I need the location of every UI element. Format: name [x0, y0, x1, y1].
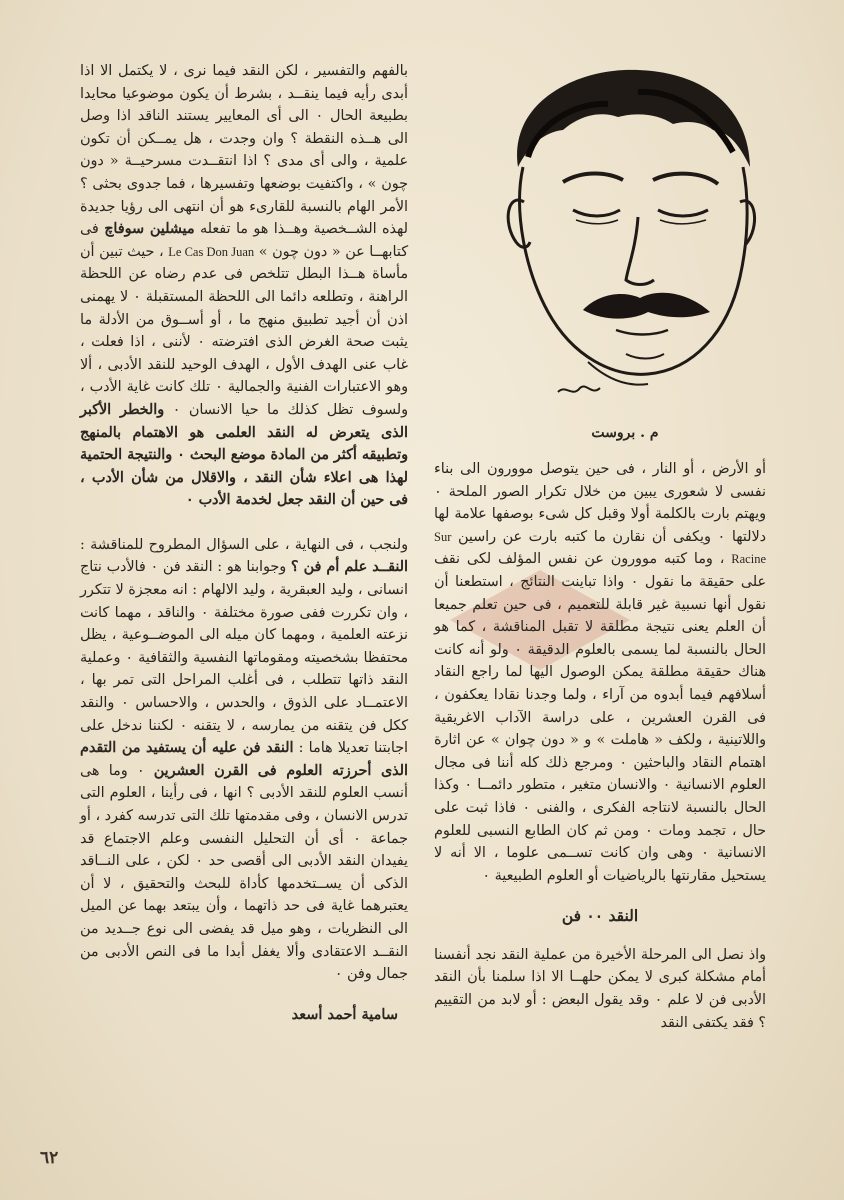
proust-portrait-drawing [488, 62, 768, 402]
right-paragraph-2 [434, 944, 766, 1034]
latin-title: Sur Racine [434, 529, 766, 567]
text-run: ولنجب ، فى النهاية ، على السؤال المطروح للمناقشة : [80, 536, 408, 553]
left-text-column [80, 60, 408, 1026]
bold-text-run: ميشلين سوفاچ [104, 221, 195, 238]
text-run: ، وما كتبه موورون عن نفس المؤلف لكى نقف على حقيقة ما نقول ٠ واذا تباينت النتائج ، استطعنا أن نقول أنها نسبية غير قابلة للتعميم ، فى حين تعلم جميعا أن العلم يعنى نتيجة مطلقة لا تقبل المناقشة ، كما هو الحال بالنسبة لما يسمى بالعلوم الدقيقة ٠ ولو أنه كانت هناك حقيقة مطلقة يمكن الوصول اليها لما راجع النقاد أسلافهم فيما أبدوه من آراء ، ولما وجدنا نقادا يعكفون ، فى القرن العشرين ، على دراسة الآداب الاغريقية واللاتينية ، ولكف « هاملت » و « دون چوان » عن اثارة اهتمام النقاد والباحثين ٠ ومرجع ذلك كله أننا فى مجال العلوم الانسانية ٠ والانسان متغير ، متطور دائمــا ٠ وكذا الحال بالنسبة لانتاجه الفكرى ، والفنى ٠ فاذا ثبت على حال ، تجمد ومات ٠ ومن ثم كان الطابع النسبى للعلوم الانسانية ٠ وهى وان كانت تســمى علوما ، الا أنه لا يستحيل مقارنتها بالرياضيات أو العلوم الطبيعية ٠ [434, 551, 767, 884]
figure-caption: م . بروست [591, 425, 659, 441]
page-number: ٦٢ [40, 1148, 59, 1168]
text-run: أو الأرض ، أو النار ، فى حين يتوصل موورون الى بناء نفسى لا شعورى يبين من خلال تكرار الصور الملحة ٠ ويهتم بارت بالكلمة أولا وقبل كل شىء بوصفها علامة لها دلالتها ٠ ويكفى أن نقارن ما كتبه بارت عن راسين [434, 461, 766, 545]
text-run: ، حيث تبين أن مأساة هــذا البطل تتلخص فى عدم رضاه عن اللحظة الراهنة ، وتطلعه دائما الى اللحظة المستقبلة ٠ لا يهمنى اذن أن أجيد تطبيق منهج ما ، أو أســوق من الأدلة ما يثبت صحة الغرض الذى افترضته ٠ لأننى ، اذا فعلت ، غاب عنى الهدف الأول ، الهدف الوحيد للنقد الأدبى ، ألا وهو الاعتبارات الفنية والجمالية ٠ تلك كانت غاية الأدب ، ولسوف تظل كذلك ما حيا الانسان ٠ [80, 243, 409, 418]
bold-text-run: النقــد علم أم فن ؟ [290, 559, 409, 576]
text-run: واذ نصل الى المرحلة الأخيرة من عملية النقد نجد أنفسنا أمام مشكلة كبرى لا يمكن حلهــا الا اذا سلمنا بأن النقد الأدبى فن لا علم ٠ وقد يقول البعض : أو لابد من التقييم ؟ فقد يكتفى النقد [434, 946, 767, 1031]
text-run: ٠ وما هى أنسب العلوم للنقد الأدبى ؟ انها ، فى رأينا ، العلوم التى تدرس الانسان ، وفى مقدمتها تلك التى تدرسه كفرد ، أو جماعة ٠ أى أن التحليل النفسى وعلم الاجتماع قد يفيدان النقد الأدبى الى أقصى حد ٠ لكن ، على النــاقد الذكى أن يســتخدمها كأداة للبحث والتحقيق ، لا أن يعتبرهما غاية فى حد ذاتهما ، وأن يبتعد بهما عن الميل الى النظريات ، وهو ميل قد يفضى الى نوع جــديد من النقــد الاعتقادى وألا يغفل أبدا ما فى النص الأدبى من جمال وفن ٠ [80, 762, 408, 983]
latin-title: Le Cas Don Juan [168, 244, 255, 259]
portrait-sketch [488, 62, 768, 434]
author-signature: سامية أحمد أسعد [291, 1005, 398, 1023]
bold-text-run: النقد فن عليه أن يستفيد من التقدم الذى أحرزته العلوم فى القرن العشرين [80, 740, 408, 779]
right-text-column [434, 458, 766, 1034]
text-run: فى كتابهــا عن « دون چون » [80, 221, 409, 260]
left-paragraph-2 [80, 534, 408, 986]
text-run: بالفهم والتفسير ، لكن النقد فيما نرى ، لا يكتمل الا اذا أبدى رأيه فيما ينقــد ، بشرط أن يكون موضوعيا محايدا بطبيعة الحال ٠ الى أى المعايير يستند الناقد اذا وصل الى هــذه النقطة ؟ وان وجدت ، هل يمــكن أن تكون علمية ، والى أى مدى ؟ اذا انتقــدت مسرحيــة « دون چون » ، واكتفيت بوضعها وتفسيرها ، فما جدوى بحثى ؟ الأمر الهام بالنسبة للقارىء هو أن انتهى الى رؤيا جديدة لهذه الشــخصية وهــذا هو ما تفعله [80, 63, 408, 238]
text-run: وجوابنا هو : النقد فن ٠ فالأدب نتاج انسانى ، وليد العبقرية ، وليد الالهام : انه معجزة لا تتكرر ، وان تكررت ففى صورة مختلفة ٠ والناقد ، مهما كانت نزعته العلمية ، ومهما كان ميله الى الموضــوعية ، يظل محتفظا بشخصيته ومقوماتها النفسية والثقافية ٠ وعملية النقد ذاتها تتطلب ، فى أغلب المراحل التى تمر بها ، الاعتمــاد على الذوق ، والحدس ، والاحساس ٠ والنقد ككل فن يتقنه من يمارسه ، لا يتقنه ٠ لكننا ندخل على اجابتنا تعديلا هاما : [80, 559, 408, 757]
right-paragraph-1 [434, 458, 766, 887]
section-heading: النقد ٠٠ فن [561, 906, 639, 926]
bold-text-run: والخطر الأكبر الذى يتعرض له النقد العلمى هو الاهتمام بالمنهج وتطبيقه أكثر من المادة موضع البحث ٠ والنتيجة الحتمية لهذا هى اعلاء شأن النقد ، والاقلال من شأن الأدب ، فى حين أن النقد جعل لخدمة الأدب ٠ [80, 401, 408, 509]
left-paragraph-1 [80, 60, 408, 512]
